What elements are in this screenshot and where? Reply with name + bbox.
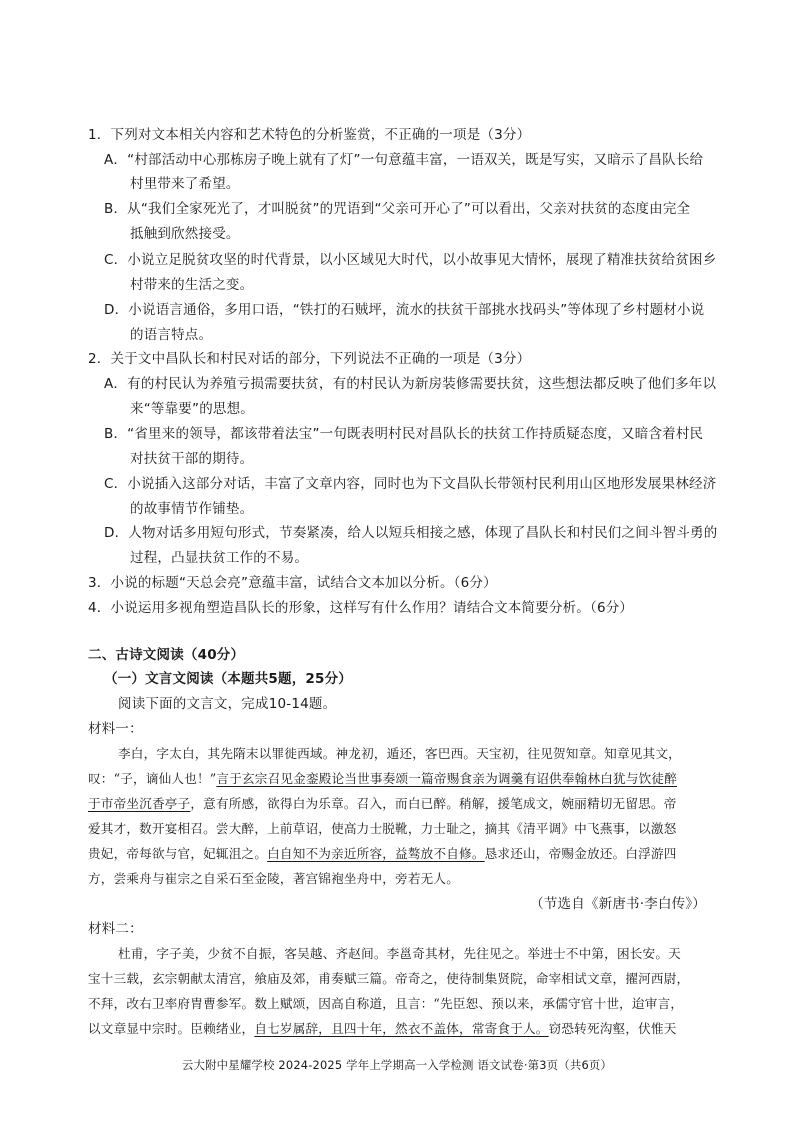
q1-stem: 1．下列对文本相关内容和艺术特色的分析鉴赏，不正确的一项是（3分） xyxy=(88,127,531,143)
material1-line3 xyxy=(88,798,677,811)
material2-line4 xyxy=(88,1023,677,1036)
q2-option-c-line1: C．小说插入这部分对话，丰富了文章内容，同时也为下文昌队长带领村民利用山区地形发展果林经济 xyxy=(104,476,717,492)
material1-line5-underlined: 白自知不为亲近所容，益骜放不自修。 xyxy=(267,846,485,861)
q4-stem: 4．小说运用多视角塑造昌队长的形象，这样写有什么作用？请结合文本简要分析。（6分） xyxy=(88,600,634,616)
material1-line5 xyxy=(88,848,677,861)
material2-line4-text: 以文章显中宗时。臣赖绪业， xyxy=(88,1021,255,1036)
material1-line2 xyxy=(88,773,677,786)
material1-source: （节选自《新唐书·李白传》） xyxy=(530,896,706,912)
q1-option-d-line1: D．小说语言通俗，多用口语，“铁打的石贼坪，流水的扶贫干部挑水找码头”等体现了乡村题材小说 xyxy=(104,302,705,318)
section2-instruction: 阅读下面的文言文，完成10-14题。 xyxy=(118,696,337,712)
q2-option-b-line2: 对扶贫干部的期待。 xyxy=(130,451,254,467)
material1-line4: 爱其才，数开宴相召。尝大醉，上前草诏，使高力士脱靴，力士耻之，摘其《清平调》中飞燕事，以激怒 xyxy=(88,821,677,836)
q2-option-d-line2: 过程，凸显扶贫工作的不易。 xyxy=(130,550,309,566)
material2-line4-tail: 窃恐转死沟壑，伏惟天 xyxy=(548,1021,677,1036)
material1-line1: 李白，字太白，其先隋末以罪徙西域。神龙初，遁还，客巴西。天宝初，往见贺知章。知章见其文， xyxy=(118,746,681,761)
material2-line1: 杜甫，字子美，少贫不自振，客吴越、齐赵间。李邕奇其材，先往见之。举进士不中第，困长安。天 xyxy=(118,946,681,961)
material1-line3-underlined: 于市帝坐沉香亭子 xyxy=(88,796,191,811)
q1-option-d-line2: 的语言特点。 xyxy=(130,327,213,343)
material2-line3: 不拜，改右卫率府胄曹参军。数上赋颂，因高自称道，且言：“先臣恕、预以来，承儒守官十世，迨审言， xyxy=(88,996,684,1011)
section2-title: 二、古诗文阅读（40分） xyxy=(88,647,245,663)
q1-option-c-line2: 村带来的生活之变。 xyxy=(130,277,254,293)
q1-option-a-line2: 村里带来了希望。 xyxy=(130,176,240,192)
q2-option-a-line2: 来“等靠要”的思想。 xyxy=(130,401,254,417)
q1-option-a-line1: A．“村部活动中心那栋房子晚上就有了灯”一句意蕴丰富，一语双关，既是写实，又暗示了昌队长给 xyxy=(104,152,704,168)
q3-stem: 3．小说的标题“天总会亮”意蕴丰富，试结合文本加以分析。（6分） xyxy=(88,575,497,591)
q2-stem: 2．关于文中昌队长和村民对话的部分，下列说法不正确的一项是（3分） xyxy=(88,351,531,367)
material1-line6: 方，尝乘舟与崔宗之自采石至金陵，著宫锦袍坐舟中，旁若无人。 xyxy=(88,871,460,886)
material1-line2-text: 叹：“子，谪仙人也！” xyxy=(88,771,217,786)
q2-option-d-line1: D．人物对话多用短句形式，节奏紧凑，给人以短兵相接之感，体现了昌队长和村民们之间斗智斗勇的 xyxy=(104,525,718,541)
material1-line5-tail: 恳求还山，帝赐金放还。白浮游四 xyxy=(484,846,677,861)
material1-line3-text: ，意有所感，欲得白为乐章。召入，而白已醉。稍解，援笔成文，婉丽精切无留思。帝 xyxy=(190,796,677,811)
page-footer: 云大附中星耀学校 2024-2025 学年上学期高一入学检测 语文试卷·第3页（共6页） xyxy=(181,1058,613,1072)
material1-label: 材料一： xyxy=(88,721,143,737)
q1-option-c-line1: C．小说立足脱贫攻坚的时代背景，以小区域见大时代，以小故事见大情怀，展现了精准扶贫给贫困乡 xyxy=(104,252,717,268)
q1-option-b-line1: B．从“我们全家死光了，才叫脱贫”的咒语到“父亲可开心了”可以看出，父亲对扶贫的态度由完全 xyxy=(104,201,691,217)
material1-line2-underlined: 言于玄宗召见金銮殿论当世事奏颂一篇帝赐食亲为调羹有诏供奉翰林白犹与饮徒醉 xyxy=(216,771,677,786)
q2-option-c-line2: 的故事情节作铺垫。 xyxy=(130,501,254,517)
material2-line2: 宝十三载，玄宗朝献太清宫，飨庙及郊，甫奏赋三篇。帝奇之，使待制集贤院，命宰相试文章，擢河西尉， xyxy=(88,971,690,986)
material2-label: 材料二： xyxy=(88,921,143,937)
material1-line5-text: 贵妃，帝每欲与官，妃辄沮之。 xyxy=(88,846,268,861)
q1-option-b-line2: 抵触到欣然接受。 xyxy=(130,226,240,242)
material2-line4-underlined: 自七岁属辞，且四十年，然衣不盖体，常寄食于人。 xyxy=(254,1021,549,1036)
q2-option-a-line1: A．有的村民认为养殖亏损需要扶贫，有的村民认为新房装修需要扶贫，这些想法都反映了他们多年以 xyxy=(104,376,717,392)
q2-option-b-line1: B．“省里来的领导，都该带着法宝”一句既表明村民对昌队长的扶贫工作持质疑态度，又暗含着村民 xyxy=(104,426,704,442)
section2-subsection-title: （一）文言文阅读（本题共5题，25分） xyxy=(104,671,352,687)
